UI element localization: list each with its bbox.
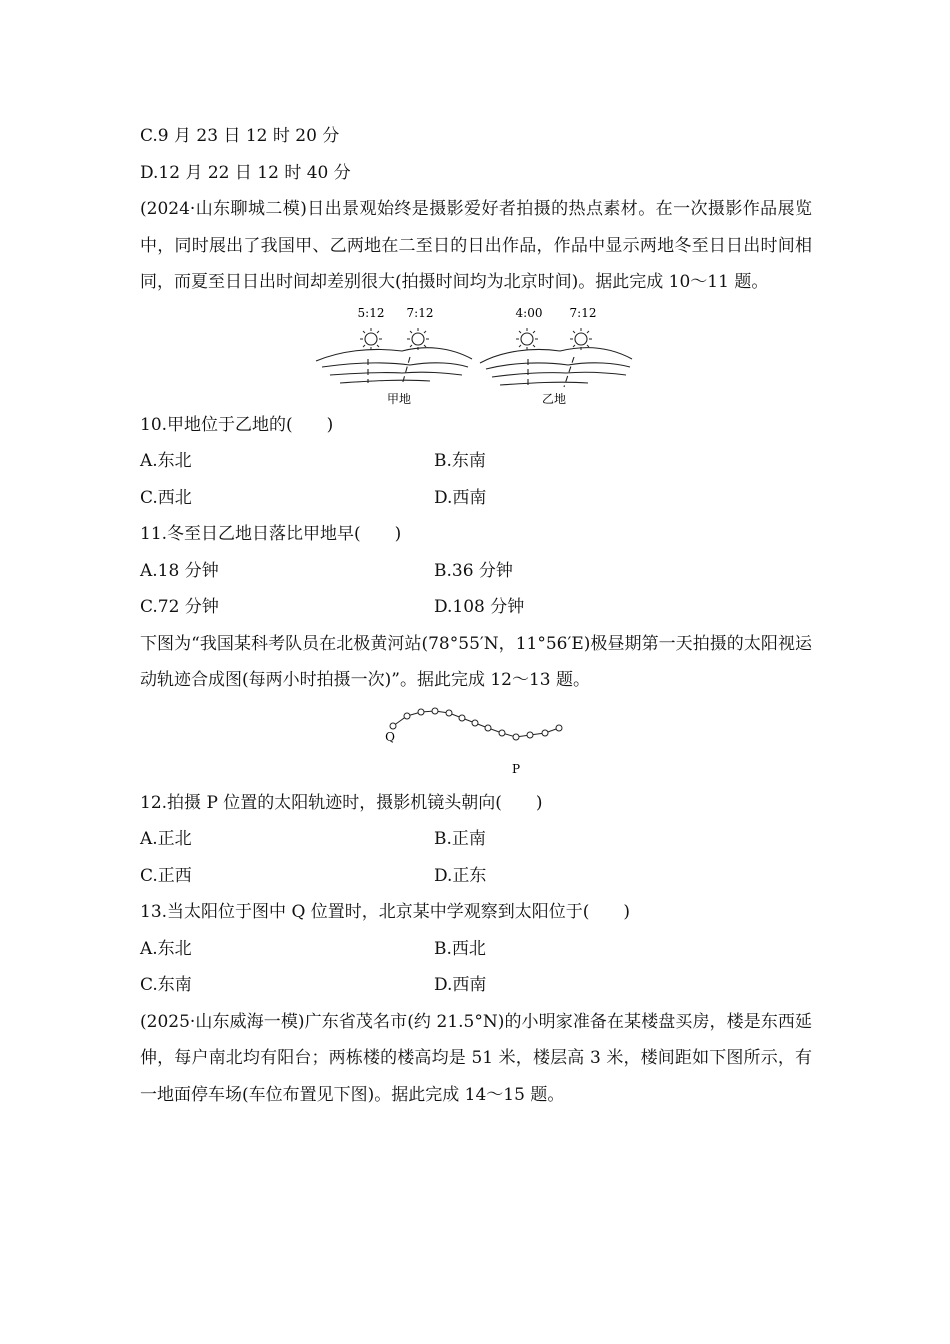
q12-option-a: A.正北 — [140, 829, 192, 849]
q13-option-c: C.东南 — [140, 975, 192, 995]
q11-option-a: A.18 分钟 — [140, 560, 219, 581]
sun-position-0 — [390, 723, 396, 729]
yi-time-2: 7:12 — [569, 305, 597, 320]
q11-stem: 11.冬至日乙地日落比甲地早( ) — [140, 524, 402, 544]
q12-option-d: D.正东 — [434, 865, 487, 886]
sun-position-4 — [446, 710, 452, 716]
intro-q10-11: (2024·山东聊城二模)日出景观始终是摄影爱好者拍摄的热点素材。在一次摄影作品展览中，同时展出了我国甲、乙两地在二至日的日出作品，作品中显示两地冬至日日出时间相同，而夏至日日出时间却差别很大(拍摄时间均为北京时间)。据此完成 10～11 题。 — [140, 199, 812, 292]
option-d-q9: D.12 月 22 日 12 时 40 分 — [140, 162, 351, 183]
q13-stem: 13.当太阳位于图中 Q 位置时，北京某中学观察到太阳位于( ) — [140, 902, 631, 922]
q13-option-a: A.东北 — [140, 938, 192, 959]
sun-position-8 — [499, 730, 505, 736]
q11-options-row1 — [140, 553, 812, 590]
q11-options-row2 — [140, 589, 812, 626]
q12-option-c: C.正西 — [140, 865, 192, 886]
q12-options-row2 — [140, 858, 812, 895]
q12-stem: 12.拍摄 P 位置的太阳轨迹时，摄影机镜头朝向( ) — [140, 792, 543, 813]
sunrise-figure — [140, 301, 812, 407]
q11-option-c: C.72 分钟 — [140, 597, 219, 617]
sun-path-figure-svg — [140, 699, 812, 785]
intro-q12-13: 下图为“我国某科考队员在北极黄河站(78°55′N，11°56′E)极昼期第一天拍摄的太阳视运动轨迹合成图(每两小时拍摄一次)”。据此完成 12～13 题。 — [140, 633, 812, 690]
q11-option-d: D.108 分钟 — [434, 597, 525, 617]
panel-yi — [480, 328, 632, 387]
sun-path-figure — [140, 699, 812, 785]
q10-options-row2 — [140, 480, 812, 517]
option-c-q9: C.9 月 23 日 12 时 20 分 — [140, 126, 340, 146]
label-q: Q — [385, 729, 395, 744]
sunrise-figure-svg — [140, 301, 812, 407]
q10-option-d: D.西南 — [434, 487, 487, 508]
q10-option-b: B.东南 — [434, 451, 486, 471]
q12-options-row1 — [140, 821, 812, 858]
q10-option-a: A.东北 — [140, 451, 192, 471]
yi-time-1: 4:00 — [515, 305, 543, 320]
sun-position-5 — [459, 715, 465, 721]
sun-position-10 — [527, 732, 533, 738]
sun-position-1 — [404, 713, 410, 719]
sun-position-7 — [485, 725, 491, 731]
yi-label: 乙地 — [541, 391, 567, 406]
jia-label: 甲地 — [386, 391, 412, 406]
sun-position-3 — [432, 708, 438, 714]
jia-time-1: 5:12 — [357, 305, 385, 320]
q13-options-row1 — [140, 931, 812, 968]
q13-option-b: B.西北 — [434, 938, 486, 959]
sun-position-9 — [513, 734, 519, 740]
panel-jia — [316, 328, 472, 385]
q10-option-c: C.西北 — [140, 487, 192, 508]
q11-option-b: B.36 分钟 — [434, 560, 513, 581]
q10-stem: 10.甲地位于乙地的( ) — [140, 414, 334, 435]
sun-position-6 — [472, 720, 478, 726]
sun-position-11 — [542, 730, 548, 736]
label-p: P — [511, 761, 521, 776]
intro-q14-15: (2025·山东威海一模)广东省茂名市(约 21.5°N)的小明家准备在某楼盘买房，楼是东西延伸，每户南北均有阳台；两栋楼的楼高均是 51 米，楼层高 3 米，楼间距如下图所示，有一地面停车场(车位布置见下图)。据此完成 14～15 题。 — [140, 1011, 812, 1105]
q10-options-row1 — [140, 443, 812, 480]
document-page — [140, 118, 812, 1113]
q12-option-b: B.正南 — [434, 829, 486, 849]
sun-position-2 — [418, 709, 424, 715]
q13-option-d: D.西南 — [434, 975, 487, 995]
sun-position-12 — [556, 725, 562, 731]
q13-options-row2 — [140, 967, 812, 1004]
jia-time-2: 7:12 — [406, 305, 434, 320]
